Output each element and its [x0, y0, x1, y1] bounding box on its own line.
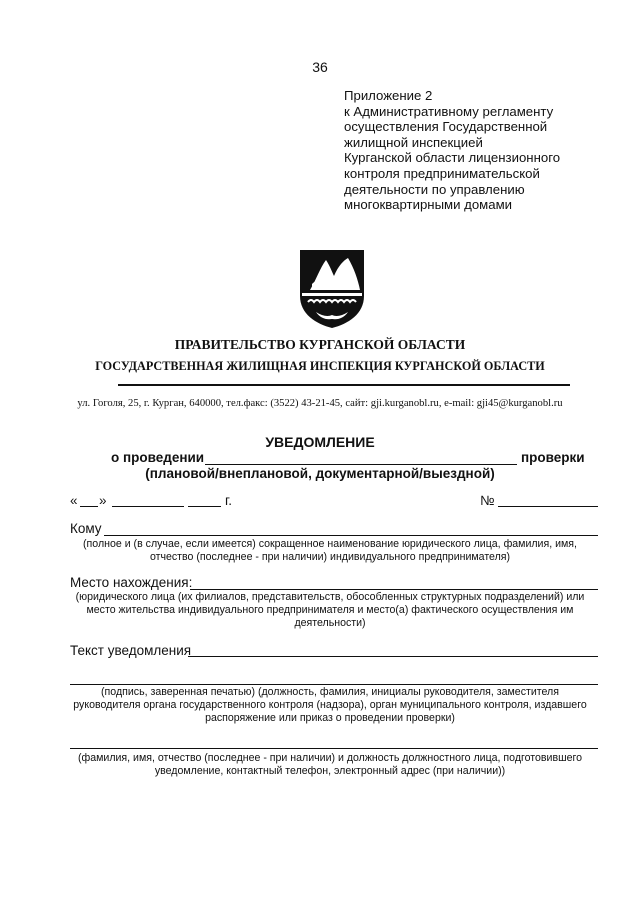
- appendix-line: контроля предпринимательской: [344, 165, 540, 181]
- appendix-line: к Административному регламенту: [344, 103, 554, 119]
- number-field[interactable]: [498, 506, 598, 507]
- appendix-line: жилищной инспекцией: [344, 134, 483, 150]
- coat-of-arms-emblem: [296, 246, 368, 330]
- contact-info: ул. Гоголя, 25, г. Курган, 640000, тел.факс: (3522) 43-21-45, сайт: gji.kurganobl.ru, e-mail: gji45@kurganobl.ru: [77, 398, 563, 409]
- inspection-type-field[interactable]: [205, 464, 517, 465]
- number-label: №: [480, 493, 495, 508]
- appendix-line: осуществления Государственной: [344, 119, 548, 135]
- page-number: 36: [312, 59, 328, 75]
- appendix-header: [344, 88, 604, 213]
- date-close-quote: »: [99, 493, 107, 508]
- organization-name: ПРАВИТЕЛЬСТВО КУРГАНСКОЙ ОБЛАСТИ: [174, 337, 466, 352]
- inspection-type-subtitle: (плановой/внеплановой, документарной/выездной): [145, 466, 495, 481]
- notice-title: УВЕДОМЛЕНИЕ: [265, 434, 375, 450]
- date-day-field[interactable]: [80, 506, 98, 507]
- caption-line: (юридического лица (их филиалов, представительств, обособленных структурных подразделений) или: [75, 591, 585, 603]
- inspection-type-prefix: о проведении: [111, 450, 205, 465]
- date-year-suffix: г.: [225, 493, 233, 508]
- header-divider: [118, 384, 570, 386]
- notice-text-field[interactable]: [188, 656, 598, 657]
- location-label: Место нахождения:: [70, 575, 193, 590]
- preparer-field[interactable]: [70, 748, 598, 749]
- notice-text-label: Текст уведомления: [70, 643, 192, 658]
- appendix-line: деятельности по управлению: [344, 181, 525, 197]
- appendix-line: Курганской области лицензионного: [344, 150, 561, 166]
- caption-line: место жительства индивидуального предпринимателя и место(а) фактического осуществления им: [86, 604, 574, 616]
- signature-caption: [60, 686, 600, 725]
- caption-line: деятельности): [294, 617, 366, 629]
- caption-line: руководителя органа государственного контроля (надзора), орган муниципального контроля, издавшего: [73, 699, 587, 711]
- preparer-caption: [60, 752, 600, 778]
- date-open-quote: «: [70, 493, 78, 508]
- caption-line: уведомление, контактный телефон, электронный адрес (при наличии)): [154, 765, 506, 777]
- location-caption: [60, 591, 600, 630]
- caption-line: (фамилия, имя, отчество (последнее - при наличии) и должность должностного лица, подготовившего: [77, 752, 583, 764]
- recipient-label: Кому: [70, 521, 102, 536]
- signature-field[interactable]: [70, 684, 598, 685]
- inspection-type-suffix: проверки: [521, 450, 585, 465]
- date-month-field[interactable]: [112, 506, 184, 507]
- recipient-caption: [60, 538, 600, 564]
- appendix-line: Приложение 2: [344, 88, 433, 103]
- caption-line: (подпись, заверенная печатью) (должность, фамилия, инициалы руководителя, заместителя: [101, 686, 559, 698]
- caption-line: (полное и (в случае, если имеется) сокращенное наименование юридического лица, фамилия, имя,: [83, 538, 577, 550]
- appendix-line: многоквартирными домами: [344, 197, 513, 213]
- caption-line: отчество (последнее - при наличии) индивидуального предпринимателя): [149, 551, 511, 563]
- caption-line: распоряжение или приказ о проведении проверки): [205, 712, 455, 724]
- recipient-field[interactable]: [104, 535, 598, 536]
- date-year-field[interactable]: [188, 506, 221, 507]
- inspection-name: ГОСУДАРСТВЕННАЯ ЖИЛИЩНАЯ ИНСПЕКЦИЯ КУРГАНСКОЙ ОБЛАСТИ: [95, 359, 545, 373]
- location-field[interactable]: [190, 589, 598, 590]
